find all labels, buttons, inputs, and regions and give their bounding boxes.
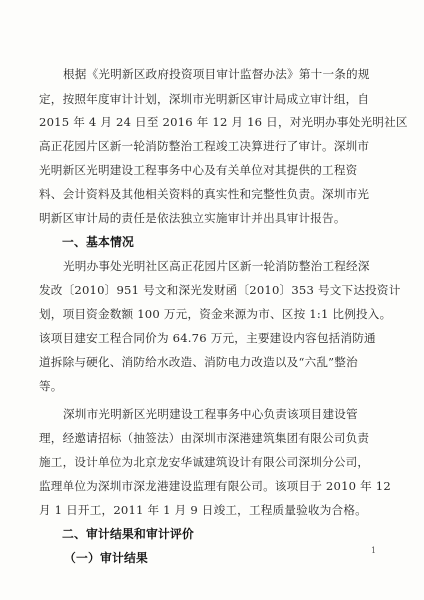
construction-line: 监理单位为深圳市深龙港建设监理有限公司。该项目于 2010 年 12 bbox=[39, 479, 391, 493]
intro-line: 明新区审计局的责任是依法独立实施审计并出具审计报告。 bbox=[39, 211, 346, 225]
intro-line: 高正花园片区新一轮消防整治工程竣工决算进行了审计。深圳市 bbox=[39, 139, 370, 153]
sub-heading-audit-result: （一）审计结果 bbox=[64, 551, 148, 565]
intro-line: 2015 年 4 月 24 日至 2016 年 12 月 16 日，对光明办事处光明社区 bbox=[39, 115, 408, 129]
basic-line: 光明办事处光明社区高正花园片区新一轮消防整治工程经深 bbox=[63, 259, 370, 273]
construction-line: 深圳市光明新区光明建设工程事务中心负责该项目建设管 bbox=[63, 407, 358, 421]
intro-line: 光明新区光明建设工程事务中心及有关单位对其提供的工程资 bbox=[39, 163, 358, 177]
basic-line: 该项目建安工程合同价为 64.76 万元，主要建设内容包括消防通 bbox=[39, 331, 376, 345]
intro-line: 根据《光明新区政府投资项目审计监督办法》第十一条的规 bbox=[63, 67, 370, 81]
page-number: 1 bbox=[371, 546, 377, 555]
basic-line: 等。 bbox=[39, 379, 63, 393]
basic-line: 道拆除与硬化、消防给水改造、消防电力改造以及“六乱”整治 bbox=[39, 355, 358, 369]
construction-line: 月 1 日开工，2011 年 1 月 9 日竣工，工程质量验收为合格。 bbox=[39, 503, 367, 517]
construction-line: 理，经邀请招标（抽签法）由深圳市深港建筑集团有限公司负责 bbox=[39, 431, 370, 445]
basic-line: 发改〔2010〕951 号文和深光发财函〔2010〕353 号文下达投资计 bbox=[39, 283, 401, 297]
intro-line: 定，按照年度审计计划，深圳市光明新区审计局成立审计组，自 bbox=[39, 92, 370, 106]
construction-line: 施工，设计单位为北京龙安华诚建筑设计有限公司深圳分公司， bbox=[39, 455, 370, 469]
section-heading-audit-results: 二、审计结果和审计评价 bbox=[62, 527, 194, 541]
intro-line: 料、会计资料及其他相关资料的真实性和完整性负责。深圳市光 bbox=[39, 187, 370, 201]
basic-line: 划，项目资金数额 100 万元，资金来源为市、区按 1:1 比例投入。 bbox=[39, 307, 392, 321]
section-heading-basic-info: 一、基本情况 bbox=[62, 235, 134, 249]
